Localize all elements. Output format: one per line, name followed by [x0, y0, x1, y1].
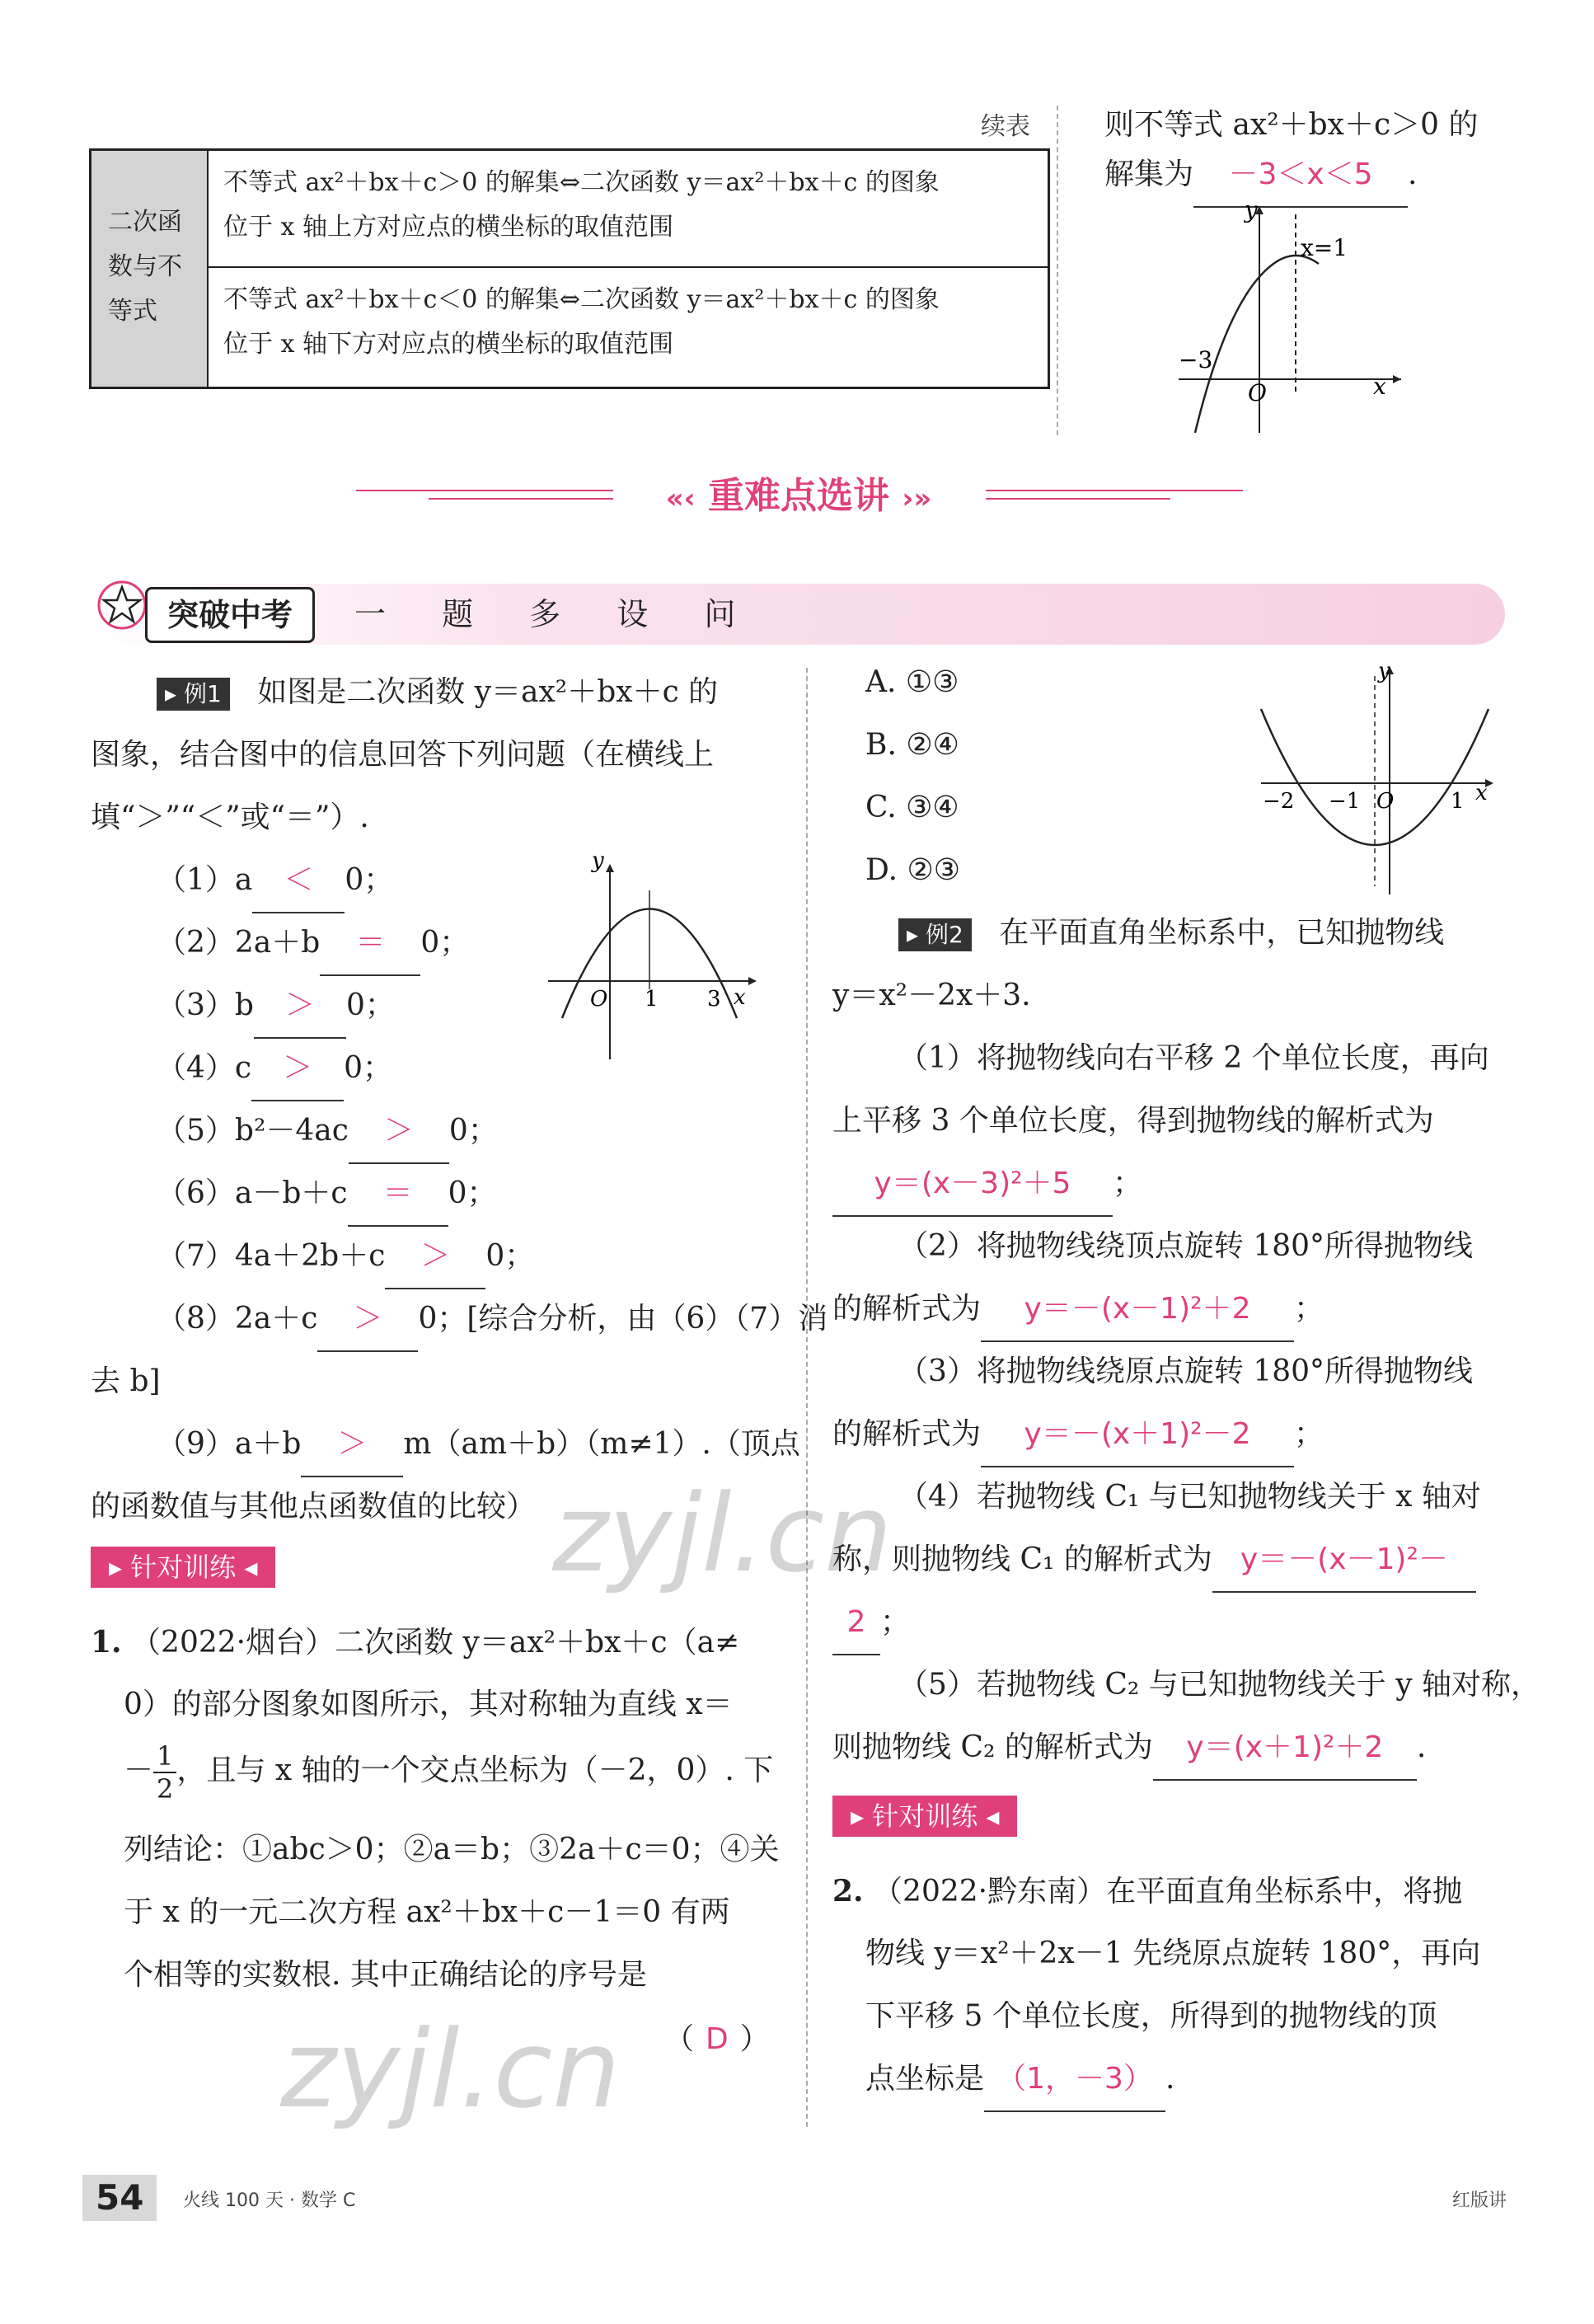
tick-label: 3	[707, 987, 721, 1012]
banner-line	[986, 490, 1243, 491]
tick-label: −1	[1329, 789, 1361, 814]
q2-line2	[832, 1278, 1324, 1342]
x-label: x	[1373, 373, 1386, 400]
banner	[613, 473, 984, 519]
item-label: （3）b	[157, 988, 254, 1022]
q4-line1: （4）若抛物线 C₁ 与已知抛物线关于 x 轴对	[898, 1480, 1481, 1514]
q4-line3	[832, 1591, 910, 1655]
text: ；	[1294, 1417, 1324, 1451]
answer-blank: ＞	[349, 1100, 449, 1164]
item-tail: 0；	[448, 1114, 498, 1148]
item-tail: 0；[综合分析，由（6）（7）消	[418, 1302, 828, 1336]
answer-blank: ＜	[252, 849, 345, 913]
answer-blank: y＝(x＋1)²＋2	[1153, 1716, 1417, 1781]
text: 称，则抛物线 C₁ 的解析式为	[832, 1542, 1212, 1576]
answer-blank: ＞	[317, 1288, 418, 1352]
example1-item	[157, 1288, 827, 1352]
banner-title: 重难点选讲	[708, 475, 889, 517]
text: 的解析式为	[832, 1292, 982, 1326]
training1-line4: 列结论：①abc＞0；②a＝b；③2a＋c＝0；④关	[124, 1833, 780, 1866]
text: .	[1408, 157, 1418, 191]
text: 点坐标是	[865, 2062, 985, 2096]
example1-item	[157, 1413, 800, 1477]
answer-blank: ＝	[348, 1162, 448, 1227]
text: 如图是二次函数 y＝ax²＋bx＋c 的	[257, 675, 719, 709]
bracket: （	[664, 2022, 695, 2056]
training2-line2: 物线 y＝x²＋2x－1 先绕原点旋转 180°，再向	[865, 1937, 1481, 1970]
example1-item	[157, 849, 393, 913]
example1-line2: 图象，结合图中的信息回答下列问题（在横线上	[91, 738, 715, 772]
item-tail: 0；	[485, 1239, 535, 1273]
answer-blank: y＝(x－3)²＋5	[832, 1153, 1113, 1217]
parabola-graph-top	[1162, 198, 1409, 437]
q5-line2	[832, 1716, 1426, 1781]
example-tag-label: 例1	[183, 680, 222, 707]
page-number: 54	[82, 2175, 157, 2221]
q3-line1: （3）将抛物线绕原点旋转 180°所得抛物线	[898, 1354, 1474, 1388]
parabola-graph-example1	[544, 849, 767, 1063]
answer-blank: ＞	[385, 1225, 485, 1289]
item-tail: 0；	[345, 863, 394, 897]
answer-blank: y＝－(x＋1)²－2	[981, 1403, 1294, 1467]
y-label: y	[592, 849, 604, 873]
question-number: 1.	[91, 1625, 122, 1660]
q3-line2	[832, 1403, 1324, 1467]
tick-label: −2	[1263, 789, 1295, 814]
table-row	[209, 151, 1048, 268]
chevron-left-icon: «‹	[665, 482, 696, 515]
column-divider	[806, 668, 808, 2127]
summary-table	[89, 148, 1050, 389]
q1-answer-line	[832, 1153, 1142, 1217]
example1-item	[157, 1037, 392, 1101]
tick-label: −3	[1179, 346, 1213, 373]
answer-blank: 2	[832, 1591, 880, 1655]
example1-item	[157, 1100, 498, 1164]
answer-blank: ＝	[320, 912, 420, 976]
item-label: （7）4a＋2b＋c	[157, 1239, 386, 1273]
x-label: x	[734, 985, 746, 1010]
training1-line6: 个相等的实数根. 其中正确结论的序号是	[124, 1958, 647, 1992]
example1-item	[157, 1162, 496, 1227]
item-label: （6）a－b＋c	[157, 1176, 348, 1210]
table-cell-line: 不等式 ax²＋bx＋c＞0 的解集⇔二次函数 y＝ax²＋bx＋c 的图象	[223, 168, 940, 197]
training-label-text: 针对训练	[872, 1801, 978, 1832]
parabola-graph-training1	[1253, 660, 1500, 899]
column-divider	[1057, 106, 1058, 435]
x-label: x	[1475, 781, 1488, 805]
item-tail: m（am＋b）（m≠1）.（顶点	[403, 1427, 800, 1461]
question-number: 2.	[832, 1874, 864, 1908]
training-label: ▸ 针对训练 ◂	[91, 1547, 275, 1588]
training2-line1	[832, 1860, 1462, 1923]
example2-line1	[898, 902, 1444, 965]
section-title: 突破中考	[145, 587, 315, 643]
origin-label: O	[1376, 789, 1395, 814]
training1-line1	[91, 1611, 739, 1674]
text: .	[1165, 2062, 1175, 2096]
example2-line2: y＝x²－2x＋3.	[832, 979, 1031, 1012]
watermark: zyjl.cn	[280, 2007, 621, 2132]
item-label: （1）a	[157, 863, 253, 897]
tick-label: 1	[645, 987, 659, 1012]
q4-line2	[832, 1528, 1476, 1593]
answer-blank: ＞	[301, 1413, 403, 1477]
answer-blank: y＝－(x－1)²＋2	[981, 1278, 1294, 1342]
top-right-line1: 则不等式 ax²＋bx＋c＞0 的	[1104, 108, 1479, 142]
training1-line3	[124, 1739, 773, 1805]
q2-line1: （2）将抛物线绕顶点旋转 180°所得抛物线	[898, 1229, 1474, 1263]
banner-line	[429, 498, 613, 500]
example-tag: ▸ 例2	[898, 918, 972, 951]
bracket: ）	[739, 2022, 770, 2056]
text: 在平面直角坐标系中，已知抛物线	[999, 916, 1445, 950]
text: －	[124, 1754, 154, 1787]
text: .	[1416, 1730, 1427, 1764]
q5-line1: （5）若抛物线 C₂ 与已知抛物线关于 y 轴对称，	[898, 1668, 1540, 1702]
training2-line3: 下平移 5 个单位长度，所得到的抛物线的顶	[865, 1999, 1437, 2033]
training-label-text: 针对训练	[130, 1552, 237, 1583]
answer-blank: ＞	[251, 1037, 344, 1101]
example1-line1	[157, 661, 718, 724]
example1-line3: 填“＞”“＜”或“＝”）.	[91, 800, 369, 834]
example1-item	[157, 912, 469, 976]
row-header-line: 等式	[108, 297, 157, 326]
option: D. ②③	[865, 853, 961, 887]
edition-label: 红版讲	[1452, 2190, 1507, 2211]
star-icon	[92, 572, 152, 631]
table-row	[209, 268, 1048, 385]
row-header-line: 二次函	[108, 208, 182, 237]
table-cell-line: 不等式 ax²＋bx＋c＜0 的解集⇔二次函数 y＝ax²＋bx＋c 的图象	[223, 285, 940, 314]
tick-label: 1	[1451, 789, 1465, 814]
text: （2022·烟台）二次函数 y＝ax²＋bx＋c（a≠	[131, 1626, 740, 1660]
fraction	[153, 1740, 176, 1805]
row-header-line: 数与不	[108, 252, 182, 281]
example1-item	[157, 1225, 534, 1289]
answer-blank: ＞	[254, 974, 346, 1039]
text: ，且与 x 轴的一个交点坐标为（－2，0）. 下	[176, 1754, 774, 1787]
table-row-header	[91, 151, 209, 387]
banner-line	[356, 490, 613, 491]
option: B. ②④	[865, 728, 959, 762]
table-cell-line: 位于 x 轴上方对应点的横坐标的取值范围	[223, 213, 673, 242]
item-label: （8）2a＋c	[157, 1302, 318, 1336]
q1-line1: （1）将抛物线向右平移 2 个单位长度，再向	[898, 1041, 1489, 1075]
item-tail: 0；	[345, 988, 395, 1022]
y-label: y	[1245, 198, 1258, 223]
text: （2022·黔东南）在平面直角坐标系中，将抛	[873, 1875, 1463, 1908]
training2-line4	[865, 2048, 1174, 2112]
option: A. ①③	[865, 665, 959, 699]
item-tail: 0；	[420, 926, 470, 960]
item-label: （9）a＋b	[157, 1427, 302, 1461]
answer-choice	[664, 2008, 770, 2071]
text: ；	[880, 1605, 911, 1639]
answer-letter: D	[706, 2022, 729, 2056]
option: C. ③④	[865, 791, 959, 824]
example-tag-label: 例2	[925, 921, 963, 948]
text: 则抛物线 C₂ 的解析式为	[832, 1730, 1153, 1764]
watermark: zyjl.cn	[552, 1471, 893, 1596]
origin-label: O	[1248, 379, 1267, 406]
item-tail: 0；	[344, 1051, 392, 1085]
y-label: y	[1378, 660, 1390, 683]
text: ；	[1294, 1292, 1324, 1326]
example1-item8-cont: 去 b]	[91, 1364, 161, 1398]
item-label: （2）2a＋b	[157, 926, 321, 960]
q1-line2: 上平移 3 个单位长度，得到抛物线的解析式为	[832, 1104, 1434, 1138]
example1-item	[157, 974, 395, 1039]
axis-annotation: x=1	[1301, 234, 1348, 261]
training1-line5: 于 x 的一元二次方程 ax²＋bx＋c－1＝0 有两	[124, 1895, 730, 1929]
text: 的解析式为	[832, 1417, 982, 1451]
training-label: ▸ 针对训练 ◂	[832, 1796, 1017, 1837]
answer-blank: －3＜x＜5	[1193, 143, 1408, 208]
continued-label: 续表	[981, 112, 1030, 141]
answer-blank: （1，－3）	[984, 2048, 1165, 2112]
text: 解集为	[1104, 157, 1194, 191]
origin-label: O	[590, 987, 608, 1012]
training1-line2: 0）的部分图象如图所示，其对称轴为直线 x＝	[124, 1688, 733, 1721]
fraction-denominator: 2	[157, 1773, 174, 1805]
example-tag: ▸ 例1	[157, 678, 230, 711]
text: ；	[1113, 1167, 1143, 1200]
fraction-numerator: 1	[153, 1740, 176, 1773]
item-label: （4）c	[157, 1051, 252, 1085]
section-subtitle: 一 题 多 设 问	[354, 596, 759, 632]
example1-item9-cont: 的函数值与其他点函数值的比较）	[91, 1490, 537, 1524]
book-title: 火线 100 天 · 数学 C	[183, 2190, 356, 2211]
item-tail: 0；	[448, 1176, 497, 1210]
item-label: （5）b²－4ac	[157, 1114, 349, 1148]
banner-line	[986, 498, 1170, 500]
table-cell-line: 位于 x 轴下方对应点的横坐标的取值范围	[223, 330, 673, 359]
chevron-right-icon: ›»	[902, 482, 932, 515]
answer-blank: y＝－(x－1)²－	[1212, 1528, 1476, 1593]
